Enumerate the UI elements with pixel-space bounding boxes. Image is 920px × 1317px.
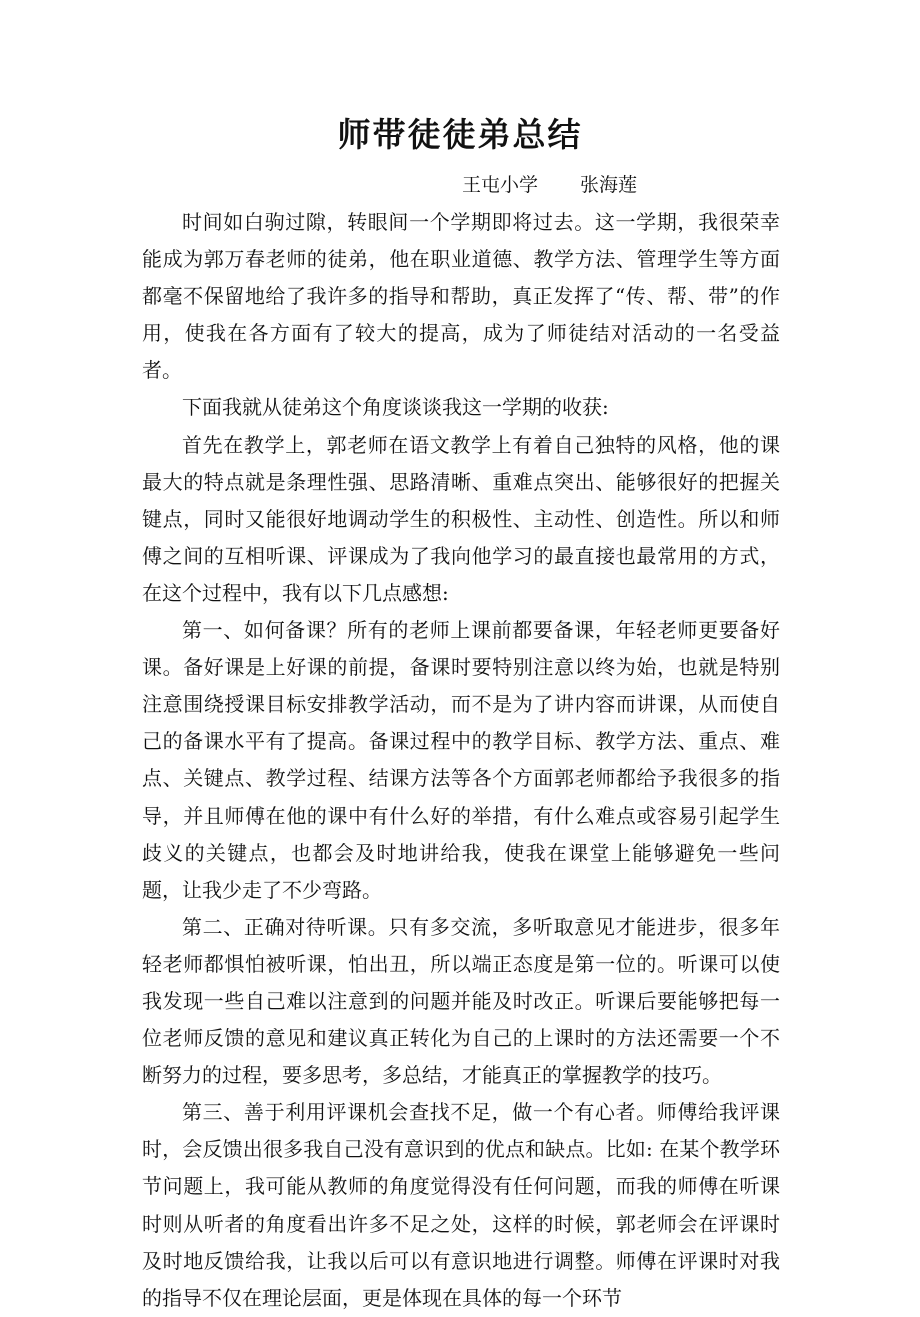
paragraph-teaching: 首先在教学上，郭老师在语文教学上有着自己独特的风格，他的课最大的特点就是条理性强、思路清晰、重难点突出、能够很好的把握关键点，同时又能很好地调动学生的积极性、主动性、创造性。所以和师傅之间的互相听课、评课成为了我向他学习的最直接也最常用的方式，在这个过程中，我有以下几点感想:	[142, 432, 780, 605]
author-name: 张海莲	[580, 174, 638, 196]
paragraph-transition: 下面我就从徒弟这个角度谈谈我这一学期的收获:	[182, 395, 609, 420]
document-body	[142, 204, 780, 1317]
byline	[462, 170, 637, 200]
paragraph-point-three: 第三、善于利用评课机会查找不足，做一个有心者。师傅给我评课时，会反馈出很多我自己没有意识到的优点和缺点。比如: 在某个教学环节问题上，我可能从教师的角度觉得没有任何问题，而我的师傅在听课时则从听者的角度看出许多不足之处，这样的时候，郭老师会在评课时及时地反馈给我，让我以后可以有意识地进行调整。师傅在评课时对我的指导不仅在理论层面，更是体现在具体的每一个环节	[142, 1100, 780, 1310]
document-title: 师带徒徒弟总结	[337, 115, 583, 154]
paragraph-intro: 时间如白驹过隙，转眼间一个学期即将过去。这一学期，我很荣幸能成为郭万春老师的徒弟，他在职业道德、教学方法、管理学生等方面都毫不保留地给了我许多的指导和帮助，真正发挥了“传、帮、带”的作用，使我在各方面有了较大的提高，成为了师徒结对活动的一名受益者。	[142, 210, 780, 383]
paragraph-point-one: 第一、如何备课？所有的老师上课前都要备课，年轻老师更要备好课。备好课是上好课的前提，备课时要特别注意以终为始，也就是特别注意围绕授课目标安排教学活动，而不是为了讲内容而讲课，从而使自己的备课水平有了提高。备课过程中的教学目标、教学方法、重点、难点、关键点、教学过程、结课方法等各个方面郭老师都给予我很多的指导，并且师傅在他的课中有什么好的举措，有什么难点或容易引起学生歧义的关键点，也都会及时地讲给我，使我在课堂上能够避免一些问题，让我少走了不少弯路。	[142, 618, 780, 902]
paragraph-point-two: 第二、正确对待听课。只有多交流，多听取意见才能进步，很多年轻老师都惧怕被听课，怕出丑，所以端正态度是第一位的。听课可以使我发现一些自己难以注意到的问题并能及时改正。听课后要能够把每一位老师反馈的意见和建议真正转化为自己的上课时的方法还需要一个不断努力的过程，要多思考，多总结，才能真正的掌握教学的技巧。	[142, 914, 780, 1088]
school-name: 王屯小学	[462, 174, 539, 196]
